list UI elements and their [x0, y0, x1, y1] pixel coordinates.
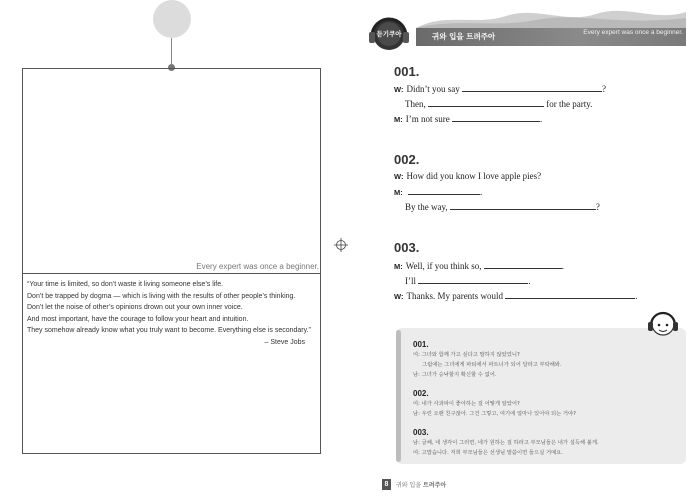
answer-box-edge [396, 330, 401, 462]
answer-line: 남: 우린 오랜 친구잖아. 그건 그렇고, 여기에 얼마나 있어야 되는 거야? [413, 411, 576, 417]
line-text: for the party. [546, 99, 593, 109]
line-text: . [561, 261, 565, 271]
mascot-icon [646, 306, 680, 340]
frame-divider [22, 273, 321, 274]
answer-blank[interactable] [418, 275, 531, 286]
speaker-label: M: [394, 262, 403, 271]
answer-line: 여: 고맙습니다. 저희 부모님들은 선생님 말씀이면 들으실 거예요. [413, 450, 563, 456]
line-text: ? [602, 84, 607, 94]
quote-line: Don’t be trapped by dogma — which is living with the results of other people’s thinking. [27, 292, 296, 300]
line-text: I’ll [405, 276, 416, 286]
line-text: ? [595, 202, 600, 212]
speaker-label: M: [394, 188, 403, 197]
speaker-label: W: [394, 172, 404, 181]
answer-line: 여: 내가 사과파이 좋아하는 걸 어떻게 알았어? [413, 401, 520, 407]
line-text: . [480, 187, 483, 197]
question-line [394, 171, 541, 181]
registration-mark-icon [334, 238, 348, 252]
answer-blank[interactable] [505, 290, 638, 301]
picture-frame [22, 68, 321, 454]
quote-block [27, 279, 317, 348]
answer-line: 그럼에는 그녀에게 파티에서 파트너가 되어 달라고 부탁해봐. [422, 362, 562, 368]
line-text: . [528, 276, 531, 286]
quote-line: Don’t let the noise of other’s opinions drown out your own inner voice. [27, 304, 243, 311]
page-number: 8 [382, 479, 391, 490]
question-line [405, 201, 600, 212]
line-text: Then, [405, 99, 426, 109]
answer-number: 002. [413, 389, 429, 398]
question-line [394, 290, 637, 301]
quote-line: “Your time is limited, so don’t waste it living someone else’s life. [27, 281, 224, 288]
question-line [394, 83, 606, 94]
line-text: . [540, 114, 543, 124]
speaker-label: W: [394, 292, 404, 301]
footer-title-bold: 트려주아 [423, 482, 447, 489]
answer-blank[interactable] [462, 83, 602, 92]
question-line [405, 275, 531, 286]
frame-caption: Every expert was once a beginner. [196, 262, 319, 271]
footer-title [396, 480, 446, 489]
line-text: . [635, 291, 638, 301]
banner-texture [416, 8, 686, 28]
answer-line: 여: 그녀와 함께 가고 싶다고 말하지 않았었니? [413, 352, 520, 358]
footer-title-plain: 귀와 입을 [396, 482, 422, 489]
answer-blank[interactable] [450, 201, 596, 210]
question-line [405, 98, 592, 109]
line-text: I’m not sure [405, 114, 450, 124]
answer-line: 남: 그녀가 승낙할지 확신할 수 없어. [413, 372, 497, 378]
line-text: Didn’t you say [406, 84, 460, 94]
speaker-label: M: [394, 115, 403, 124]
answer-number: 003. [413, 428, 429, 437]
question-line [394, 113, 542, 124]
question-number: 003. [394, 240, 420, 255]
answer-blank[interactable] [408, 186, 483, 197]
quote-line: And most important, have the courage to follow your heart and intuition. [27, 315, 249, 323]
banner-title: 귀와 입을 트려주아 [432, 32, 496, 41]
quote-author: – Steve Jobs [264, 338, 305, 346]
speaker-label: W: [394, 85, 404, 94]
logo-text: 듣기쿠아 [376, 30, 402, 38]
line-text: By the way, [405, 202, 448, 212]
answer-blank[interactable] [484, 260, 565, 271]
line-text: Well, if you think so, [405, 261, 482, 271]
question-line [394, 260, 564, 271]
hanging-circle [153, 0, 191, 38]
banner-subtitle: Every expert was once a beginner. [583, 29, 683, 36]
line-text: Thanks. My parents would [406, 291, 503, 301]
question-number: 001. [394, 64, 420, 79]
answer-line: 남: 글쎄, 네 생각이 그러면, 네가 원하는 걸 하라고 부모님들은 내가 설득해 볼게. [413, 440, 599, 446]
answer-number: 001. [413, 340, 429, 349]
line-text: How did you know I love apple pies? [406, 171, 542, 181]
answer-blank[interactable] [452, 113, 543, 124]
question-number: 002. [394, 152, 420, 167]
quote-line: They somehow already know what you truly want to become. Everything else is secondary.” [27, 327, 311, 334]
answer-blank[interactable] [428, 98, 544, 107]
headphone-logo [366, 10, 412, 56]
question-line [394, 186, 482, 197]
